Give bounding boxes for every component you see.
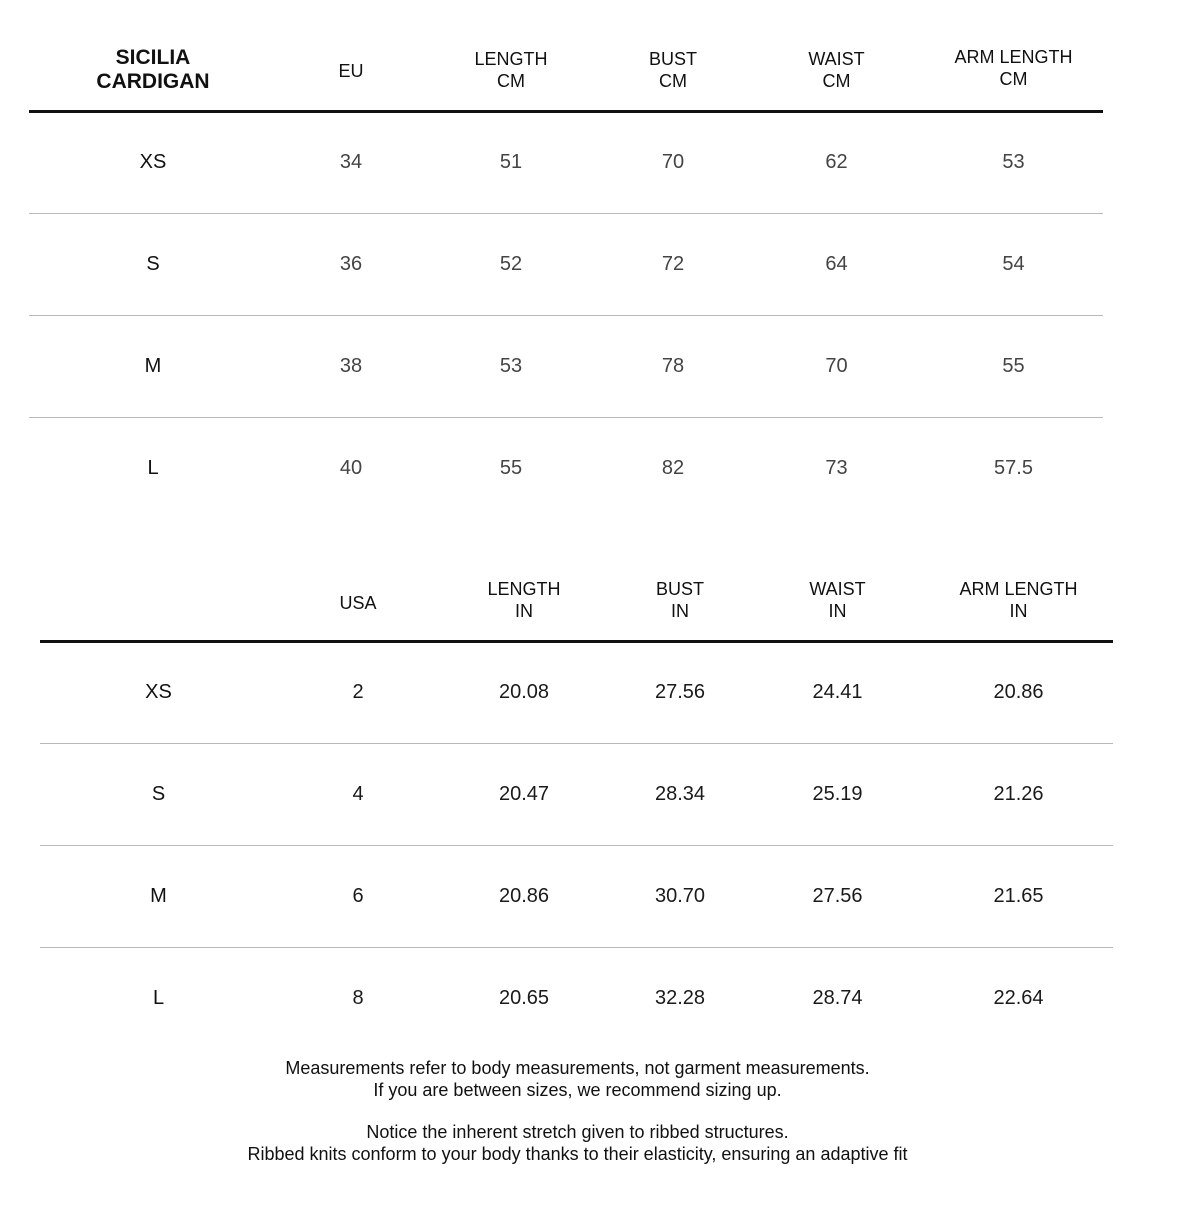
header-waist-cm xyxy=(749,30,924,111)
eu-size-table xyxy=(29,30,1103,519)
header-arm-length-cm xyxy=(924,30,1103,111)
eu-size-cell: 38 xyxy=(277,315,425,417)
header-label: EU xyxy=(338,61,364,82)
header-unit: IN xyxy=(828,600,847,621)
length-cell: 55 xyxy=(499,456,523,479)
size-label: S xyxy=(29,213,277,315)
waist-cell: 73 xyxy=(825,456,848,479)
bust-cell: 32.28 xyxy=(654,986,706,1009)
arm-length-cell: 55 xyxy=(924,315,1103,417)
size-label: L xyxy=(147,456,159,479)
us-size-cell: 6 xyxy=(277,845,439,947)
eu-size-cell: 36 xyxy=(277,213,425,315)
note-line: Measurements refer to body measurements, not garment measurements. xyxy=(285,1058,870,1078)
header-arm-length-in xyxy=(924,560,1113,641)
size-label: M xyxy=(40,845,277,947)
header-unit: CM xyxy=(497,70,525,91)
waist-cell: 62 xyxy=(749,111,924,213)
us-size-cell: 8 xyxy=(352,986,364,1009)
table-row xyxy=(29,315,1103,417)
arm-length-cell: 20.86 xyxy=(924,641,1113,743)
bust-cell: 72 xyxy=(597,213,749,315)
header-label: ARM LENGTH xyxy=(959,578,1078,599)
waist-cell: 70 xyxy=(749,315,924,417)
header-unit: CM xyxy=(999,68,1028,89)
header-unit: CM xyxy=(659,70,687,91)
header-length-in xyxy=(439,560,609,641)
length-cell: 20.86 xyxy=(439,845,609,947)
header-label: LENGTH xyxy=(487,578,561,599)
header-label: BUST xyxy=(648,48,697,69)
empty-header-cell xyxy=(40,560,277,641)
us-size-cell: 4 xyxy=(277,743,439,845)
header-unit: IN xyxy=(515,600,533,621)
length-cell: 52 xyxy=(425,213,597,315)
arm-length-cell: 21.26 xyxy=(924,743,1113,845)
size-notes xyxy=(0,1057,1155,1185)
product-title-line: CARDIGAN xyxy=(96,69,210,93)
bust-cell: 78 xyxy=(597,315,749,417)
us-header-row xyxy=(40,560,1113,641)
header-label: WAIST xyxy=(808,48,865,69)
arm-length-cell: 54 xyxy=(924,213,1103,315)
note-line: Ribbed knits conform to your body thanks to their elasticity, ensuring an adaptive fit xyxy=(247,1144,908,1164)
us-size-table xyxy=(40,560,1113,1049)
product-title-line: SICILIA xyxy=(115,45,191,69)
table-row xyxy=(40,845,1113,947)
product-title xyxy=(29,30,277,111)
header-label: WAIST xyxy=(809,578,866,599)
note-line: If you are between sizes, we recommend sizing up. xyxy=(373,1080,782,1100)
eu-header-row xyxy=(29,30,1103,111)
waist-cell: 64 xyxy=(749,213,924,315)
eu-size-cell: 40 xyxy=(339,456,363,479)
us-size-cell: 2 xyxy=(277,641,439,743)
size-label: XS xyxy=(40,641,277,743)
table-row xyxy=(29,111,1103,213)
header-label: ARM LENGTH xyxy=(954,46,1073,67)
size-label: S xyxy=(40,743,277,845)
size-label: XS xyxy=(29,111,277,213)
header-eu xyxy=(277,30,425,111)
header-unit: IN xyxy=(671,600,689,621)
table-row xyxy=(40,641,1113,743)
table-row xyxy=(29,417,1103,519)
length-cell: 20.08 xyxy=(439,641,609,743)
waist-cell: 28.74 xyxy=(812,986,863,1009)
header-unit: CM xyxy=(822,70,851,91)
header-bust-in xyxy=(609,560,751,641)
length-cell: 51 xyxy=(425,111,597,213)
header-bust-cm xyxy=(597,30,749,111)
header-usa xyxy=(277,560,439,641)
bust-cell: 82 xyxy=(661,456,685,479)
table-row xyxy=(29,213,1103,315)
waist-cell: 25.19 xyxy=(751,743,924,845)
table-row xyxy=(40,743,1113,845)
waist-cell: 27.56 xyxy=(751,845,924,947)
header-label: BUST xyxy=(655,578,704,599)
note-line: Notice the inherent stretch given to ribbed structures. xyxy=(366,1122,789,1142)
bust-cell: 28.34 xyxy=(609,743,751,845)
table-row xyxy=(40,947,1113,1049)
eu-size-cell: 34 xyxy=(277,111,425,213)
arm-length-cell: 53 xyxy=(924,111,1103,213)
size-label: M xyxy=(29,315,277,417)
length-cell: 53 xyxy=(425,315,597,417)
arm-length-cell: 22.64 xyxy=(993,986,1044,1009)
header-length-cm xyxy=(425,30,597,111)
arm-length-cell: 21.65 xyxy=(924,845,1113,947)
stretch-note xyxy=(0,1121,1155,1165)
arm-length-cell: 57.5 xyxy=(994,456,1033,479)
length-cell: 20.47 xyxy=(439,743,609,845)
header-unit: IN xyxy=(1009,600,1028,621)
bust-cell: 70 xyxy=(597,111,749,213)
header-label: USA xyxy=(339,592,377,613)
header-label: LENGTH xyxy=(474,48,548,69)
bust-cell: 27.56 xyxy=(609,641,751,743)
length-cell: 20.65 xyxy=(498,986,550,1009)
header-waist-in xyxy=(751,560,924,641)
waist-cell: 24.41 xyxy=(751,641,924,743)
size-label: L xyxy=(152,986,165,1009)
fit-note xyxy=(0,1057,1155,1101)
bust-cell: 30.70 xyxy=(609,845,751,947)
